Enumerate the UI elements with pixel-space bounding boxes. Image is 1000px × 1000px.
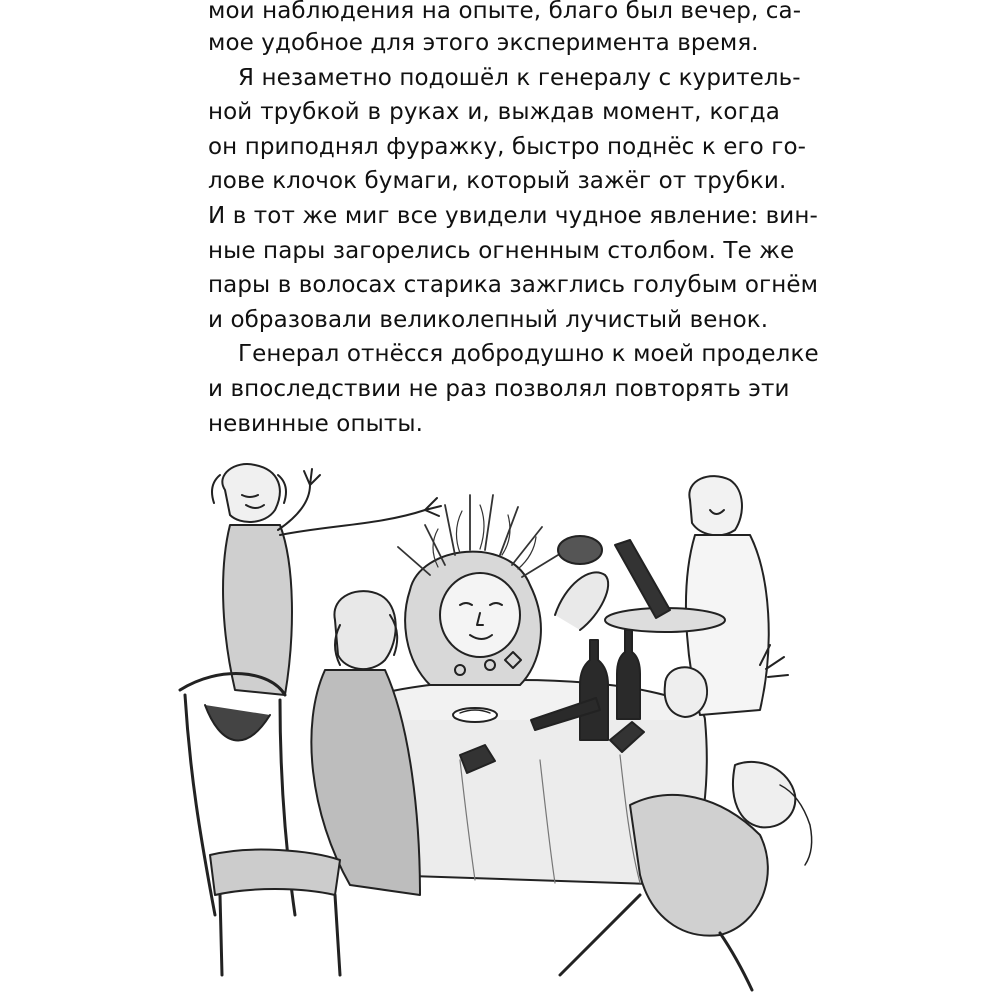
text-line: ной трубкой в руках и, выждав момент, когда [208, 99, 780, 126]
banquet-illustration-icon [160, 455, 840, 1000]
text-line: и образовали великолепный лучистый венок. [208, 306, 769, 333]
text-line: и впоследствии не раз позволял повторять эти [208, 375, 790, 402]
seated-man-back [311, 591, 420, 895]
text-line: мои наблюдения на опыте, благо был вечер, са- [208, 0, 802, 24]
banquet-illustration [160, 455, 840, 1000]
text-line: И в тот же миг все увидели чудное явление: вин- [208, 202, 818, 229]
bottle-icon [615, 540, 670, 618]
text-line: невинные опыты. [208, 410, 424, 437]
text-line: он приподнял фуражку, быстро поднёс к его го- [208, 133, 807, 160]
text-line: лове клочок бумаги, который зажёг от трубки. [208, 168, 787, 195]
text-line: Генерал отнёсся добродушно к моей проделке [238, 341, 819, 368]
left-standing-man [212, 464, 441, 695]
text-line: пары в волосах старика зажглись голубым огнём [208, 272, 819, 299]
text-line: мое удобное для этого эксперимента время. [208, 30, 759, 56]
text-line: ные пары загорелись огненным столбом. Те же [208, 237, 795, 264]
general-figure [398, 495, 608, 685]
book-text [208, 0, 819, 441]
text-line: Я незаметно подошёл к генералу с куритель- [238, 64, 801, 91]
